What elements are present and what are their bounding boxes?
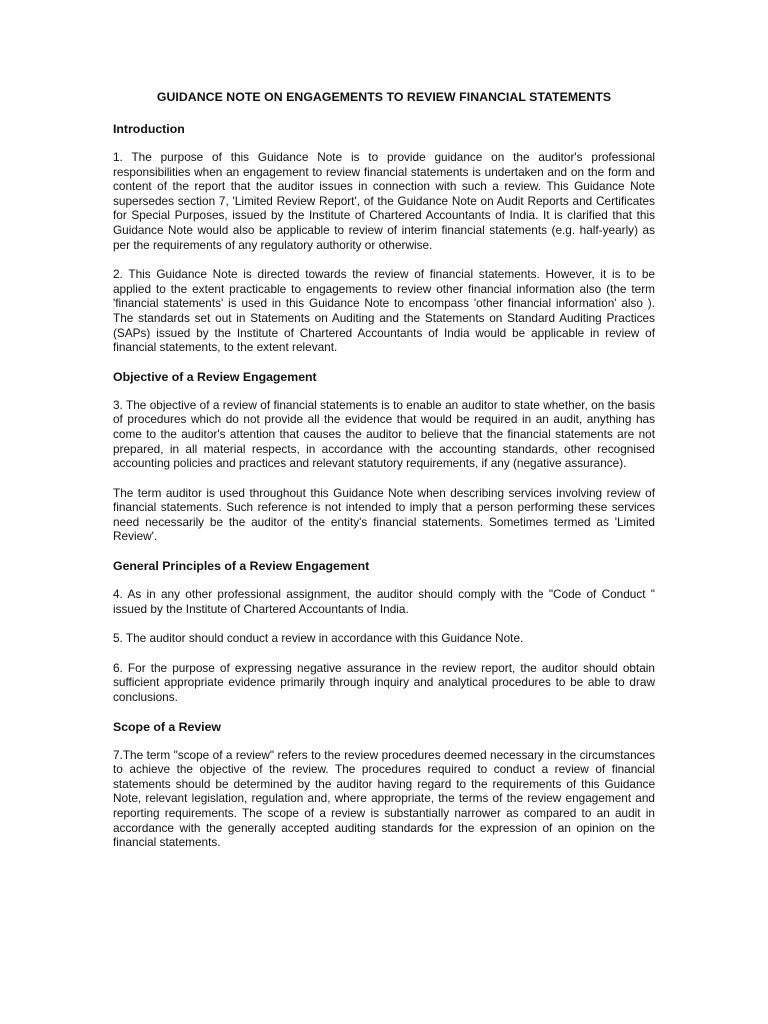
section-general-principles bbox=[113, 559, 655, 705]
paragraph-auditor-term: The term auditor is used throughout this Guidance Note when describing services involving review of financial statements. Such reference is not intended to imply that a person performing these services need necessarily be the auditor of the entity's financial statements. Sometimes termed as 'Limited Review'. bbox=[113, 485, 655, 544]
paragraph-4: 4. As in any other professional assignment, the auditor should comply with the "Code of Conduct " issued by the Institute of Chartered Accountants of India. bbox=[113, 587, 655, 616]
section-introduction bbox=[113, 122, 655, 355]
section-heading: General Principles of a Review Engagement bbox=[113, 559, 370, 574]
paragraph-5: 5. The auditor should conduct a review in accordance with this Guidance Note. bbox=[113, 631, 524, 646]
paragraph-7: 7.The term "scope of a review" refers to the review procedures deemed necessary in the circumstances to achieve the objective of the review. The procedures required to conduct a review of financial statements should be determined by the auditor having regard to the requirements of this Guidance Note, relevant legislation, regulation and, where appropriate, the terms of the review engagement and reporting requirements. The scope of a review is substantially narrower as compared to an audit in accordance with the generally accepted auditing standards for the expression of an opinion on the financial statements. bbox=[113, 747, 655, 850]
document-page bbox=[113, 90, 655, 850]
paragraph-2: 2. This Guidance Note is directed towards the review of financial statements. However, it is to be applied to the extent practicable to engagements to review other financial information also (the term 'financial statements' is used in this Guidance Note to encompass 'other financial information' also ). The standards set out in Statements on Auditing and the Statements on Standard Auditing Practices (SAPs) issued by the Institute of Chartered Accountants of India would be applicable in review of financial statements, to the extent relevant. bbox=[113, 267, 655, 355]
section-objective bbox=[113, 370, 655, 544]
section-heading: Introduction bbox=[113, 122, 185, 136]
document-title: GUIDANCE NOTE ON ENGAGEMENTS TO REVIEW FINANCIAL STATEMENTS bbox=[156, 90, 612, 104]
section-heading: Objective of a Review Engagement bbox=[113, 369, 317, 384]
section-scope bbox=[113, 720, 655, 850]
section-heading: Scope of a Review bbox=[113, 719, 221, 734]
paragraph-6: 6. For the purpose of expressing negative assurance in the review report, the auditor should obtain sufficient appropriate evidence primarily through inquiry and analytical procedures to be able to draw conclusions. bbox=[113, 660, 655, 705]
paragraph-3: 3. The objective of a review of financial statements is to enable an auditor to state whether, on the basis of procedures which do not provide all the evidence that would be required in an audit, anything has come to the auditor's attention that causes the auditor to believe that the financial statements are not prepared, in all material respects, in accordance with the accounting standards, other recognised accounting policies and practices and relevant statutory requirements, if any (negative assurance). bbox=[113, 397, 655, 471]
paragraph-1: 1. The purpose of this Guidance Note is to provide guidance on the auditor's professional responsibilities when an engagement to review financial statements is undertaken and on the form and content of the report that the auditor issues in connection with such a review. This Guidance Note supersedes section 7, 'Limited Review Report', of the Guidance Note on Audit Reports and Certificates for Special Purposes, issued by the Institute of Chartered Accountants of India. It is clarified that this Guidance Note would also be applicable to review of interim financial statements (e.g. half-yearly) as per the requirements of any regulatory authority or otherwise. bbox=[113, 150, 655, 252]
